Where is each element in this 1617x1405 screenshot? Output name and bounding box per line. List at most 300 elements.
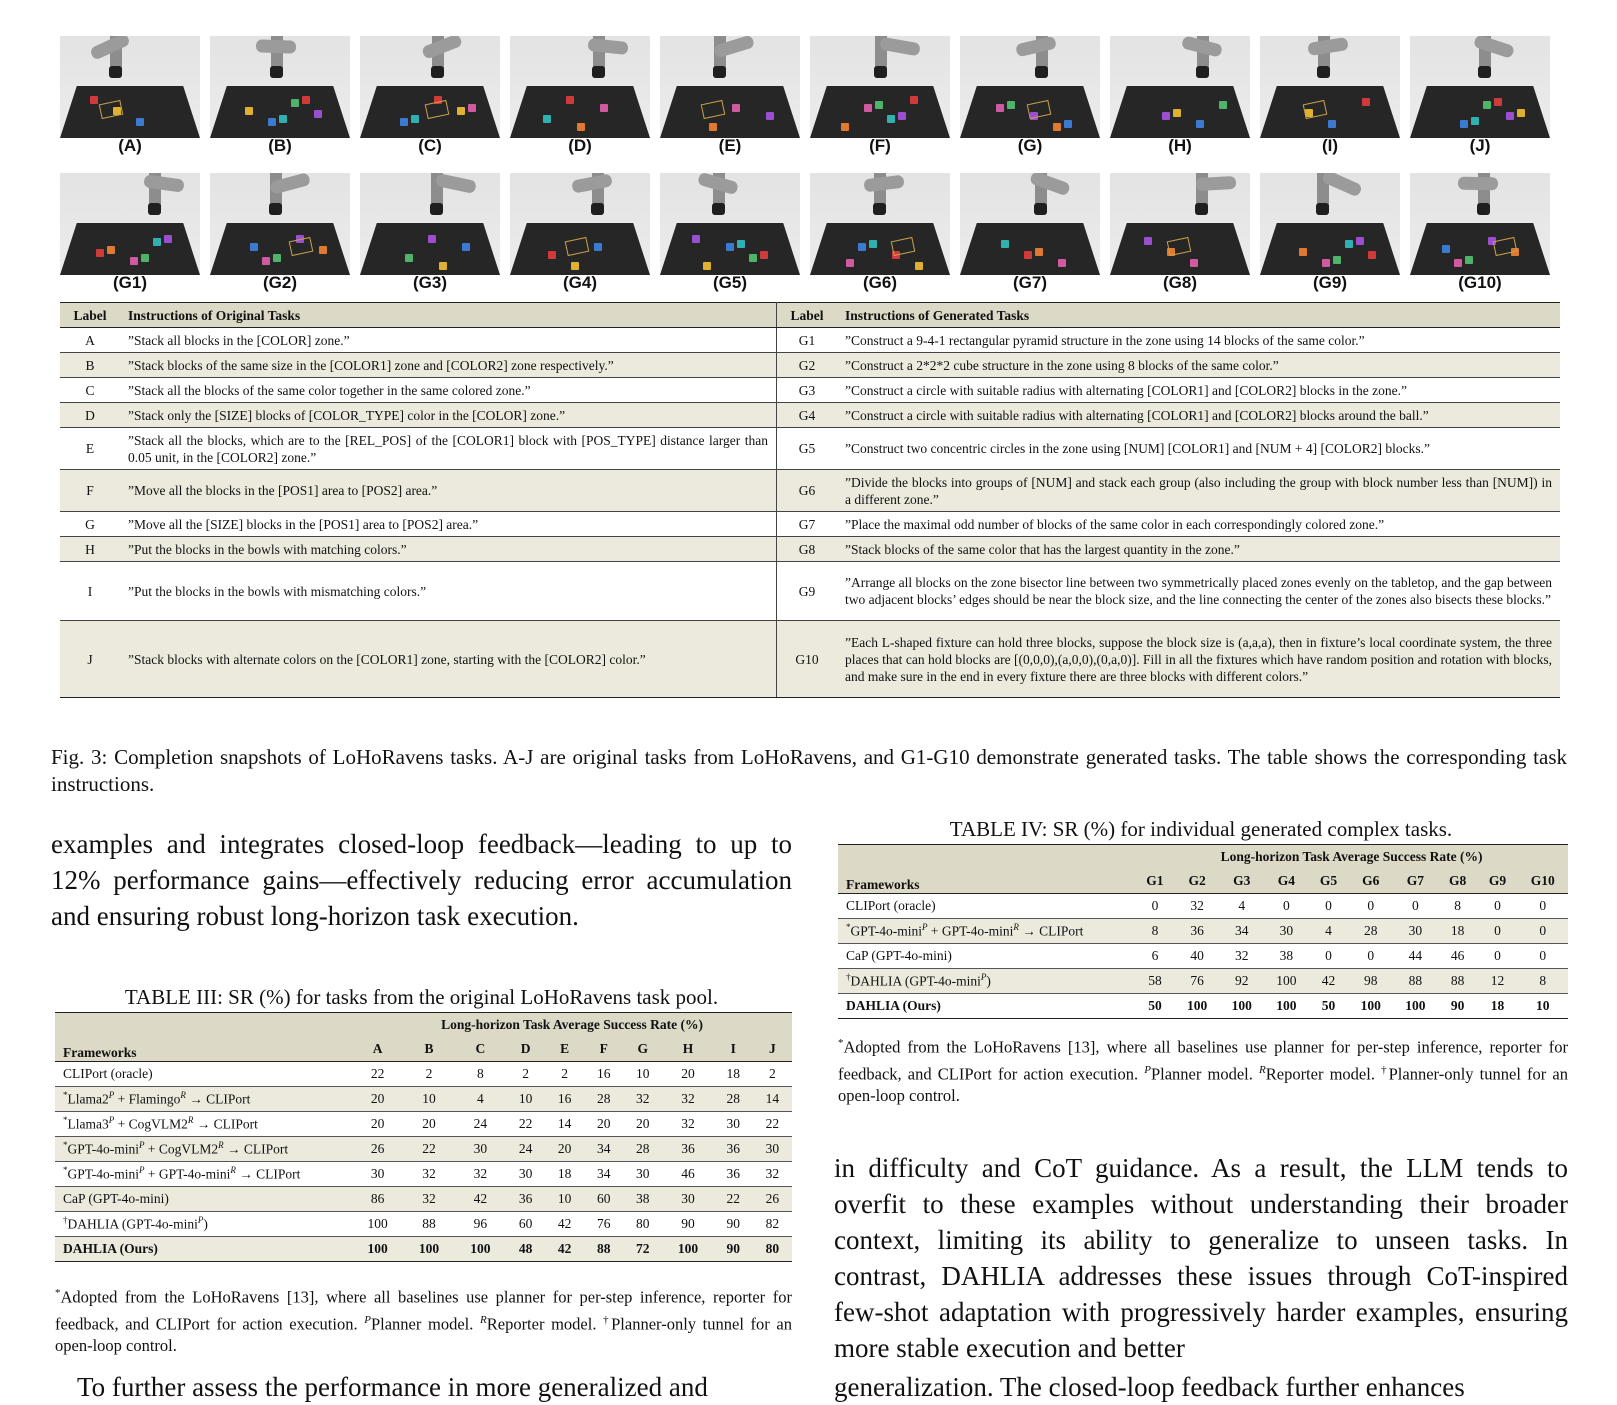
robot-scene-image — [360, 173, 500, 275]
success-rate-cell: 20 — [623, 1112, 662, 1137]
column-header: J — [753, 1037, 792, 1062]
robot-scene-image — [960, 173, 1100, 275]
success-rate-cell: 36 — [662, 1137, 713, 1162]
original-instruction: ”Put the blocks in the bowls with matching colors.” — [120, 537, 777, 562]
table3-footnote: *Adopted from the LoHoRavens [13], where all baselines use planner for per-step inference, reporter for feedback, and CLIPort for action execution. $^P$Planner model. $^R$Reporter model. †Planner-only tunnel for an open-loop control. — [55, 1287, 792, 1355]
snapshot-g4 — [510, 173, 650, 293]
snapshot-g10 — [1410, 173, 1550, 293]
col-header-label: Label — [60, 303, 120, 328]
table-row — [55, 1162, 792, 1187]
success-rate-cell: 32 — [662, 1112, 713, 1137]
snapshot-label: (G) — [1017, 136, 1043, 155]
success-rate-cell: 20 — [403, 1112, 454, 1137]
success-rate-cell: 46 — [662, 1162, 713, 1187]
success-rate-cell: 32 — [1219, 944, 1264, 969]
success-rate-cell: 88 — [584, 1237, 623, 1262]
success-rate-cell: 32 — [455, 1162, 506, 1187]
success-rate-cell: 16 — [545, 1087, 584, 1112]
robot-scene-image — [960, 36, 1100, 138]
framework-name: $^*Llama2^P$ + Flamingo$^R$ → CLIPort — [55, 1087, 352, 1112]
success-rate-cell: 36 — [714, 1137, 753, 1162]
success-rate-cell: 100 — [1264, 969, 1309, 994]
original-label: F — [60, 470, 120, 512]
generated-label: G7 — [777, 512, 838, 537]
col-header-label-2: Label — [777, 303, 838, 328]
success-rate-cell: 0 — [1478, 894, 1518, 919]
success-rate-cell: 32 — [403, 1187, 454, 1212]
snapshot-label: (G3) — [413, 273, 447, 292]
snapshot-label: (A) — [118, 136, 142, 155]
success-rate-cell: 0 — [1348, 944, 1393, 969]
success-rate-cell: 0 — [1393, 894, 1438, 919]
table4-caption: TABLE IV: SR (%) for individual generated complex tasks. — [949, 817, 1453, 841]
table-row — [838, 919, 1568, 944]
robot-scene-image — [60, 36, 200, 138]
generated-instruction: ”Construct a 9-4-1 rectangular pyramid structure in the zone using 14 blocks of the same color.” — [837, 328, 1560, 353]
generated-instruction: ”Divide the blocks into groups of [NUM] and stack each group (also including the group with block number less than [NUM]) in a different zone.” — [837, 470, 1560, 512]
success-rate-cell: 18 — [545, 1162, 584, 1187]
instruction-row — [60, 562, 1560, 621]
snapshot-j — [1410, 36, 1550, 156]
success-rate-cell: 14 — [545, 1112, 584, 1137]
generated-label: G1 — [777, 328, 838, 353]
success-rate-cell: 92 — [1219, 969, 1264, 994]
success-rate-cell: 8 — [1517, 969, 1568, 994]
framework-name: †DAHLIA (GPT-4o-mini$^P$) — [55, 1212, 352, 1237]
table-row — [55, 1212, 792, 1237]
snapshot-label: (G10) — [1458, 273, 1502, 292]
success-rate-cell: 42 — [545, 1212, 584, 1237]
snapshot-h — [1110, 36, 1250, 156]
success-rate-cell: 0 — [1517, 944, 1568, 969]
generated-label: G2 — [777, 353, 838, 378]
success-rate-cell: 88 — [1438, 969, 1478, 994]
snapshot-label: (D) — [568, 136, 592, 155]
column-header: G10 — [1517, 869, 1568, 894]
original-instruction: ”Stack blocks of the same size in the [COLOR1] zone and [COLOR2] zone respectively.” — [120, 353, 777, 378]
success-rate-cell: 0 — [1264, 894, 1309, 919]
success-rate-cell: 44 — [1393, 944, 1438, 969]
success-rate-cell: 28 — [584, 1087, 623, 1112]
generated-instruction: ”Stack blocks of the same color that has the largest quantity in the zone.” — [837, 537, 1560, 562]
snapshot-e — [660, 36, 800, 156]
success-rate-cell: 30 — [753, 1137, 792, 1162]
success-rate-cell: 80 — [753, 1237, 792, 1262]
success-rate-cell: 12 — [1478, 969, 1518, 994]
snapshot-label: (G5) — [713, 273, 747, 292]
success-rate-cell: 48 — [506, 1237, 545, 1262]
column-header: G4 — [1264, 869, 1309, 894]
success-rate-cell: 0 — [1348, 894, 1393, 919]
success-rate-cell: 18 — [714, 1062, 753, 1087]
success-rate-cell: 30 — [455, 1137, 506, 1162]
framework-name: CaP (GPT-4o-mini) — [55, 1187, 352, 1212]
success-rate-cell: 30 — [1264, 919, 1309, 944]
success-rate-cell: 8 — [1135, 919, 1175, 944]
original-instruction: ”Stack only the [SIZE] blocks of [COLOR_TYPE] color in the [COLOR] zone.” — [120, 403, 777, 428]
table-row — [55, 1112, 792, 1137]
snapshot-label: (G7) — [1013, 273, 1047, 292]
success-rate-cell: 32 — [1175, 894, 1220, 919]
success-rate-cell: 10 — [506, 1087, 545, 1112]
success-rate-cell: 82 — [753, 1212, 792, 1237]
generated-instruction: ”Construct two concentric circles in the zone using [NUM] [COLOR1] and [NUM + 4] [COLOR2] blocks.” — [837, 428, 1560, 470]
snapshot-label: (I) — [1321, 136, 1339, 155]
success-rate-cell: 22 — [352, 1062, 403, 1087]
success-rate-cell: 0 — [1309, 944, 1349, 969]
column-header: B — [403, 1037, 454, 1062]
success-rate-cell: 30 — [623, 1162, 662, 1187]
success-rate-cell: 24 — [455, 1112, 506, 1137]
success-rate-cell: 10 — [403, 1087, 454, 1112]
framework-name: †DAHLIA (GPT-4o-mini$^P$) — [838, 969, 1135, 994]
framework-name: *GPT-4o-mini$^P$ + GPT-4o-mini$^R$ → CLIPort — [838, 919, 1135, 944]
framework-name: *GPT-4o-mini$^P$ + GPT-4o-mini$^R$ → CLIPort — [55, 1162, 352, 1187]
success-rate-cell: 30 — [1393, 919, 1438, 944]
snapshot-d — [510, 36, 650, 156]
success-rate-cell: 0 — [1517, 919, 1568, 944]
success-rate-cell: 90 — [1438, 994, 1478, 1019]
snapshot-grid — [60, 36, 1560, 292]
snapshot-g5 — [660, 173, 800, 293]
success-rate-cell: 0 — [1309, 894, 1349, 919]
success-rate-cell: 2 — [506, 1062, 545, 1087]
generated-label: G3 — [777, 378, 838, 403]
figure-caption: Fig. 3: Completion snapshots of LoHoRavens tasks. A-J are original tasks from LoHoRavens, and G1-G10 demonstrate generated tasks. The table shows the corresponding task instructions. — [51, 745, 1567, 796]
table-row — [55, 1237, 792, 1262]
success-rate-cell: 36 — [1175, 919, 1220, 944]
success-rate-cell: 96 — [455, 1212, 506, 1237]
column-header: I — [714, 1037, 753, 1062]
snapshot-label: (B) — [268, 136, 292, 155]
success-rate-cell: 88 — [1393, 969, 1438, 994]
framework-name: CLIPort (oracle) — [838, 894, 1135, 919]
snapshot-g6 — [810, 173, 950, 293]
success-rate-cell: 36 — [714, 1162, 753, 1187]
col-header-generated: Instructions of Generated Tasks — [837, 303, 1560, 328]
success-rate-cell: 72 — [623, 1237, 662, 1262]
success-rate-cell: 32 — [403, 1162, 454, 1187]
success-rate-cell: 42 — [1309, 969, 1349, 994]
left-cut-line: To further assess the performance in more generalized and — [77, 1372, 708, 1402]
column-header: G7 — [1393, 869, 1438, 894]
table4-footnote: *Adopted from the LoHoRavens [13], where all baselines use planner for per-step inference, reporter for feedback, and CLIPort for action execution. $^P$Planner model. $^R$Reporter model. †Planner-only tunnel for an open-loop control. — [838, 1037, 1568, 1105]
success-rate-cell: 4 — [455, 1087, 506, 1112]
success-rate-cell: 22 — [753, 1112, 792, 1137]
robot-scene-image — [210, 36, 350, 138]
table4-frameworks-header: Frameworks — [838, 869, 1135, 894]
success-rate-cell: 80 — [623, 1212, 662, 1237]
original-instruction: ”Stack all blocks in the [COLOR] zone.” — [120, 328, 777, 353]
original-label: A — [60, 328, 120, 353]
instructions-table — [60, 302, 1560, 698]
original-instruction: ”Put the blocks in the bowls with mismatching colors.” — [120, 562, 777, 621]
generated-instruction: ”Construct a circle with suitable radius with alternating [COLOR1] and [COLOR2] blocks around the ball.” — [837, 403, 1560, 428]
generated-label: G5 — [777, 428, 838, 470]
instruction-row — [60, 512, 1560, 537]
success-rate-cell: 0 — [1517, 894, 1568, 919]
robot-scene-image — [510, 36, 650, 138]
success-rate-cell: 38 — [1264, 944, 1309, 969]
success-rate-cell: 20 — [545, 1137, 584, 1162]
instruction-row — [60, 621, 1560, 698]
column-header: G9 — [1478, 869, 1518, 894]
success-rate-cell: 8 — [1438, 894, 1478, 919]
original-label: I — [60, 562, 120, 621]
right-paragraph: in difficulty and CoT guidance. As a result, the LLM tends to overfit to these examples without understanding their broader context, limiting its ability to generalize to unseen tasks. In contrast, DAHLIA addresses these issues through CoT-inspired few-shot adaptation with progressively harder examples, ensuring more stable execution and better — [834, 1153, 1568, 1363]
success-rate-cell: 50 — [1309, 994, 1349, 1019]
success-rate-cell: 0 — [1478, 944, 1518, 969]
success-rate-cell: 90 — [714, 1237, 753, 1262]
snapshot-label: (G9) — [1313, 273, 1347, 292]
generated-instruction: ”Each L-shaped fixture can hold three blocks, suppose the block size is (a,a,a), then in fixture’s local coordinate system, the three places that can hold blocks are [(0,0,0),(a,0,0),(0,a,0)]. Fill in all the fixtures which have random position and rotation with blocks, and make sure in the end in every fixture there are three blocks with different colors.” — [837, 621, 1560, 698]
column-header: G6 — [1348, 869, 1393, 894]
right-cut-line: generalization. The closed-loop feedback further enhances — [834, 1372, 1465, 1402]
success-rate-cell: 30 — [506, 1162, 545, 1187]
success-rate-cell: 98 — [1348, 969, 1393, 994]
snapshot-g8 — [1110, 173, 1250, 293]
success-rate-cell: 42 — [455, 1187, 506, 1212]
column-header: G1 — [1135, 869, 1175, 894]
robot-scene-image — [210, 173, 350, 275]
framework-name: $^*GPT-4o-\min i^P + CogVLM2^R$ → CLIPort — [55, 1137, 352, 1162]
success-rate-cell: 10 — [545, 1187, 584, 1212]
success-rate-cell: 28 — [714, 1087, 753, 1112]
generated-label: G10 — [777, 621, 838, 698]
table-row — [838, 894, 1568, 919]
robot-scene-image — [1260, 36, 1400, 138]
success-rate-cell: 40 — [1175, 944, 1220, 969]
table-row — [838, 944, 1568, 969]
success-rate-cell: 2 — [545, 1062, 584, 1087]
success-rate-cell: 100 — [1264, 994, 1309, 1019]
snapshot-g3 — [360, 173, 500, 293]
success-rate-cell: 20 — [352, 1087, 403, 1112]
generated-instruction: ”Arrange all blocks on the zone bisector line between two symmetrically placed zones evenly on the tabletop, and the gap between two adjacent blocks’ edges should be near the block size, and the line connecting the center of the zones also bisects these blocks.” — [837, 562, 1560, 621]
instruction-row — [60, 403, 1560, 428]
instruction-row — [60, 378, 1560, 403]
column-header: H — [662, 1037, 713, 1062]
table3-caption: TABLE III: SR (%) for tasks from the original LoHoRavens task pool. — [124, 985, 719, 1009]
instruction-row — [60, 470, 1560, 512]
table4 — [838, 844, 1568, 1019]
snapshot-label: (H) — [1168, 136, 1192, 155]
generated-label: G9 — [777, 562, 838, 621]
generated-instruction: ”Place the maximal odd number of blocks of the same color in each correspondingly colored zone.” — [837, 512, 1560, 537]
table-row — [55, 1187, 792, 1212]
instruction-row — [60, 328, 1560, 353]
success-rate-cell: 26 — [352, 1137, 403, 1162]
snapshot-label: (C) — [418, 136, 442, 155]
table-row — [838, 994, 1568, 1019]
table-row — [55, 1087, 792, 1112]
robot-scene-image — [810, 36, 950, 138]
success-rate-cell: 10 — [623, 1062, 662, 1087]
robot-scene-image — [1410, 173, 1550, 275]
instruction-row — [60, 353, 1560, 378]
original-label: H — [60, 537, 120, 562]
success-rate-cell: 22 — [506, 1112, 545, 1137]
success-rate-cell: 34 — [584, 1137, 623, 1162]
success-rate-cell: 88 — [403, 1212, 454, 1237]
robot-scene-image — [360, 36, 500, 138]
framework-name: $^*Llama3^P$ + $CogVLM2^R$ → CLIPort — [55, 1112, 352, 1137]
column-header: E — [545, 1037, 584, 1062]
success-rate-cell: 32 — [753, 1162, 792, 1187]
column-header: F — [584, 1037, 623, 1062]
framework-name: DAHLIA (Ours) — [55, 1237, 352, 1262]
success-rate-cell: 22 — [403, 1137, 454, 1162]
success-rate-cell: 18 — [1478, 994, 1518, 1019]
success-rate-cell: 10 — [1517, 994, 1568, 1019]
snapshot-b — [210, 36, 350, 156]
column-header: C — [455, 1037, 506, 1062]
success-rate-cell: 28 — [623, 1137, 662, 1162]
original-instruction: ”Move all the [SIZE] blocks in the [POS1] area to [POS2] area.” — [120, 512, 777, 537]
snapshot-label: (F) — [869, 136, 891, 155]
column-header: G2 — [1175, 869, 1220, 894]
success-rate-cell: 100 — [1348, 994, 1393, 1019]
success-rate-cell: 100 — [1175, 994, 1220, 1019]
snapshot-g9 — [1260, 173, 1400, 293]
original-label: D — [60, 403, 120, 428]
snapshot-i — [1260, 36, 1400, 156]
snapshot-f — [810, 36, 950, 156]
robot-scene-image — [510, 173, 650, 275]
table4-group-header: Long-horizon Task Average Success Rate (%) — [1135, 845, 1568, 870]
snapshot-g — [960, 36, 1100, 156]
robot-scene-image — [660, 173, 800, 275]
success-rate-cell: 90 — [714, 1212, 753, 1237]
success-rate-cell: 46 — [1438, 944, 1478, 969]
success-rate-cell: 50 — [1135, 994, 1175, 1019]
success-rate-cell: 86 — [352, 1187, 403, 1212]
snapshot-label: (G8) — [1163, 273, 1197, 292]
success-rate-cell: 30 — [352, 1162, 403, 1187]
success-rate-cell: 58 — [1135, 969, 1175, 994]
snapshot-label: (E) — [718, 136, 742, 155]
column-header: G5 — [1309, 869, 1349, 894]
success-rate-cell: 2 — [753, 1062, 792, 1087]
column-header: G3 — [1219, 869, 1264, 894]
snapshot-label: (J) — [1469, 136, 1491, 155]
success-rate-cell: 30 — [714, 1112, 753, 1137]
snapshot-a — [60, 36, 200, 156]
table3-group-header: Long-horizon Task Average Success Rate (%) — [352, 1013, 792, 1038]
framework-name: CLIPort (oracle) — [55, 1062, 352, 1087]
success-rate-cell: 4 — [1309, 919, 1349, 944]
success-rate-cell: 20 — [662, 1062, 713, 1087]
success-rate-cell: 100 — [662, 1237, 713, 1262]
robot-scene-image — [60, 173, 200, 275]
table3-frameworks-header: Frameworks — [55, 1037, 352, 1062]
success-rate-cell: 76 — [584, 1212, 623, 1237]
success-rate-cell: 8 — [455, 1062, 506, 1087]
success-rate-cell: 2 — [403, 1062, 454, 1087]
success-rate-cell: 20 — [352, 1112, 403, 1137]
success-rate-cell: 32 — [662, 1087, 713, 1112]
success-rate-cell: 100 — [403, 1237, 454, 1262]
snapshot-label: (G6) — [863, 273, 897, 292]
instruction-row — [60, 428, 1560, 470]
original-instruction: ”Move all the blocks in the [POS1] area to [POS2] area.” — [120, 470, 777, 512]
snapshot-row-generated — [60, 173, 1550, 293]
framework-name: CaP (GPT-4o-mini) — [838, 944, 1135, 969]
success-rate-cell: 34 — [1219, 919, 1264, 944]
success-rate-cell: 22 — [714, 1187, 753, 1212]
snapshot-g1 — [60, 173, 200, 293]
snapshot-g7 — [960, 173, 1100, 293]
success-rate-cell: 100 — [1219, 994, 1264, 1019]
original-label: G — [60, 512, 120, 537]
framework-name: DAHLIA (Ours) — [838, 994, 1135, 1019]
success-rate-cell: 100 — [455, 1237, 506, 1262]
success-rate-cell: 28 — [1348, 919, 1393, 944]
success-rate-cell: 38 — [623, 1187, 662, 1212]
success-rate-cell: 76 — [1175, 969, 1220, 994]
table3 — [55, 1012, 792, 1262]
success-rate-cell: 60 — [506, 1212, 545, 1237]
generated-label: G8 — [777, 537, 838, 562]
success-rate-cell: 100 — [1393, 994, 1438, 1019]
success-rate-cell: 0 — [1135, 894, 1175, 919]
success-rate-cell: 30 — [662, 1187, 713, 1212]
snapshot-label: (G4) — [563, 273, 597, 292]
original-instruction: ”Stack blocks with alternate colors on the [COLOR1] zone, starting with the [COLOR2] color.” — [120, 621, 777, 698]
snapshot-c — [360, 36, 500, 156]
success-rate-cell: 0 — [1478, 919, 1518, 944]
left-paragraph: examples and integrates closed-loop feedback—leading to up to 12% performance gains—effectively reducing error accumulation and ensuring robust long-horizon task execution. — [51, 829, 792, 931]
generated-instruction: ”Construct a 2*2*2 cube structure in the zone using 8 blocks of the same color.” — [837, 353, 1560, 378]
success-rate-cell: 26 — [753, 1187, 792, 1212]
success-rate-cell: 4 — [1219, 894, 1264, 919]
success-rate-cell: 24 — [506, 1137, 545, 1162]
original-instruction: ”Stack all the blocks of the same color together in the same colored zone.” — [120, 378, 777, 403]
success-rate-cell: 20 — [584, 1112, 623, 1137]
success-rate-cell: 16 — [584, 1062, 623, 1087]
generated-instruction: ”Construct a circle with suitable radius with alternating [COLOR1] and [COLOR2] blocks in the zone.” — [837, 378, 1560, 403]
success-rate-cell: 42 — [545, 1237, 584, 1262]
table-row — [55, 1137, 792, 1162]
table-row — [838, 969, 1568, 994]
original-instruction: ”Stack all the blocks, which are to the [REL_POS] of the [COLOR1] block with [POS_TYPE] distance larger than 0.05 unit, in the [COLOR2] zone.” — [120, 428, 777, 470]
success-rate-cell: 32 — [623, 1087, 662, 1112]
success-rate-cell: 36 — [506, 1187, 545, 1212]
robot-scene-image — [1260, 173, 1400, 275]
column-header: G8 — [1438, 869, 1478, 894]
generated-label: G4 — [777, 403, 838, 428]
snapshot-g2 — [210, 173, 350, 293]
column-header: D — [506, 1037, 545, 1062]
robot-scene-image — [660, 36, 800, 138]
success-rate-cell: 60 — [584, 1187, 623, 1212]
robot-scene-image — [1410, 36, 1550, 138]
snapshot-label: (G2) — [263, 273, 297, 292]
original-label: C — [60, 378, 120, 403]
robot-scene-image — [810, 173, 950, 275]
generated-label: G6 — [777, 470, 838, 512]
original-label: B — [60, 353, 120, 378]
robot-scene-image — [1110, 36, 1250, 138]
instruction-row — [60, 537, 1560, 562]
success-rate-cell: 34 — [584, 1162, 623, 1187]
table-row — [55, 1062, 792, 1087]
original-label: J — [60, 621, 120, 698]
success-rate-cell: 18 — [1438, 919, 1478, 944]
success-rate-cell: 100 — [352, 1237, 403, 1262]
success-rate-cell: 14 — [753, 1087, 792, 1112]
col-header-original: Instructions of Original Tasks — [120, 303, 777, 328]
